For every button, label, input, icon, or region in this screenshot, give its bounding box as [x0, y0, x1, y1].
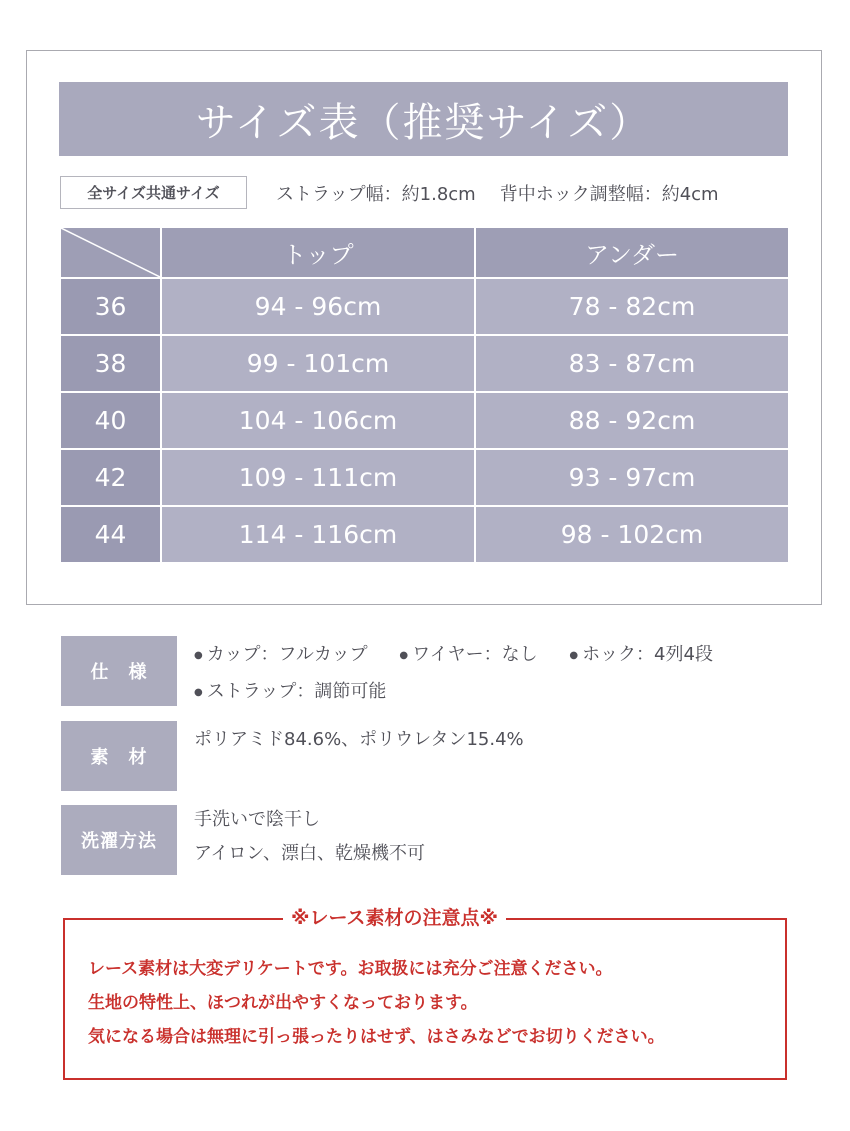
page-title: サイズ表（推奨サイズ）: [59, 82, 788, 156]
care-label: 洗濯方法: [61, 805, 177, 875]
table-row: [60, 506, 789, 563]
top-cell: 104 - 106cm: [161, 392, 475, 449]
size-cell: 40: [60, 392, 161, 449]
notice-title: ※レース素材の注意点※: [283, 903, 506, 930]
spec-label: 仕 様: [61, 636, 177, 706]
notice-body: [88, 952, 665, 1054]
table-row: [60, 335, 789, 392]
spec-values: [194, 638, 713, 712]
size-cell: 36: [60, 278, 161, 335]
spec-section: [61, 636, 713, 712]
common-specs: [276, 176, 719, 209]
header-top: トップ: [161, 227, 475, 278]
header-under: アンダー: [475, 227, 789, 278]
care-values: [194, 803, 425, 875]
care-line: アイロン、漂白、乾燥機不可: [194, 843, 425, 864]
under-cell: 93 - 97cm: [475, 449, 789, 506]
table-row: [60, 449, 789, 506]
under-cell: 78 - 82cm: [475, 278, 789, 335]
spec-item: ● ホック：4列4段: [569, 644, 713, 665]
spec-item: ● ストラップ：調節可能: [194, 681, 386, 702]
notice-line: レース素材は大変デリケートです。お取扱には充分ご注意ください。: [88, 959, 613, 979]
spec-item: ● ワイヤー：なし: [399, 644, 537, 665]
notice-line: 気になる場合は無理に引っ張ったりはせず、はさみなどでお切りください。: [88, 1027, 665, 1047]
notice-line: 生地の特性上、ほつれが出やすくなっております。: [88, 993, 478, 1013]
care-line: 手洗いで陰干し: [194, 809, 320, 830]
size-table: [59, 226, 790, 564]
size-cell: 38: [60, 335, 161, 392]
hook-adjust-text: 背中ホック調整幅：約4cm: [499, 183, 719, 205]
top-cell: 94 - 96cm: [161, 278, 475, 335]
common-size-tag: 全サイズ共通サイズ: [60, 176, 247, 209]
table-row: [60, 278, 789, 335]
under-cell: 88 - 92cm: [475, 392, 789, 449]
spec-item: ● カップ：フルカップ: [194, 644, 368, 665]
strap-width-text: ストラップ幅：約1.8cm: [276, 183, 476, 205]
table-row: [60, 392, 789, 449]
top-cell: 114 - 116cm: [161, 506, 475, 563]
top-cell: 109 - 111cm: [161, 449, 475, 506]
under-cell: 98 - 102cm: [475, 506, 789, 563]
size-cell: 42: [60, 449, 161, 506]
care-section: [61, 805, 425, 875]
corner-cell: [60, 227, 161, 278]
material-section: [61, 721, 524, 791]
table-header-row: [60, 227, 789, 278]
top-cell: 99 - 101cm: [161, 335, 475, 392]
material-label: 素 材: [61, 721, 177, 791]
corner-diagonal-line: [61, 228, 160, 277]
size-cell: 44: [60, 506, 161, 563]
material-value: ポリアミド84.6%、ポリウレタン15.4%: [194, 729, 524, 750]
under-cell: 83 - 87cm: [475, 335, 789, 392]
